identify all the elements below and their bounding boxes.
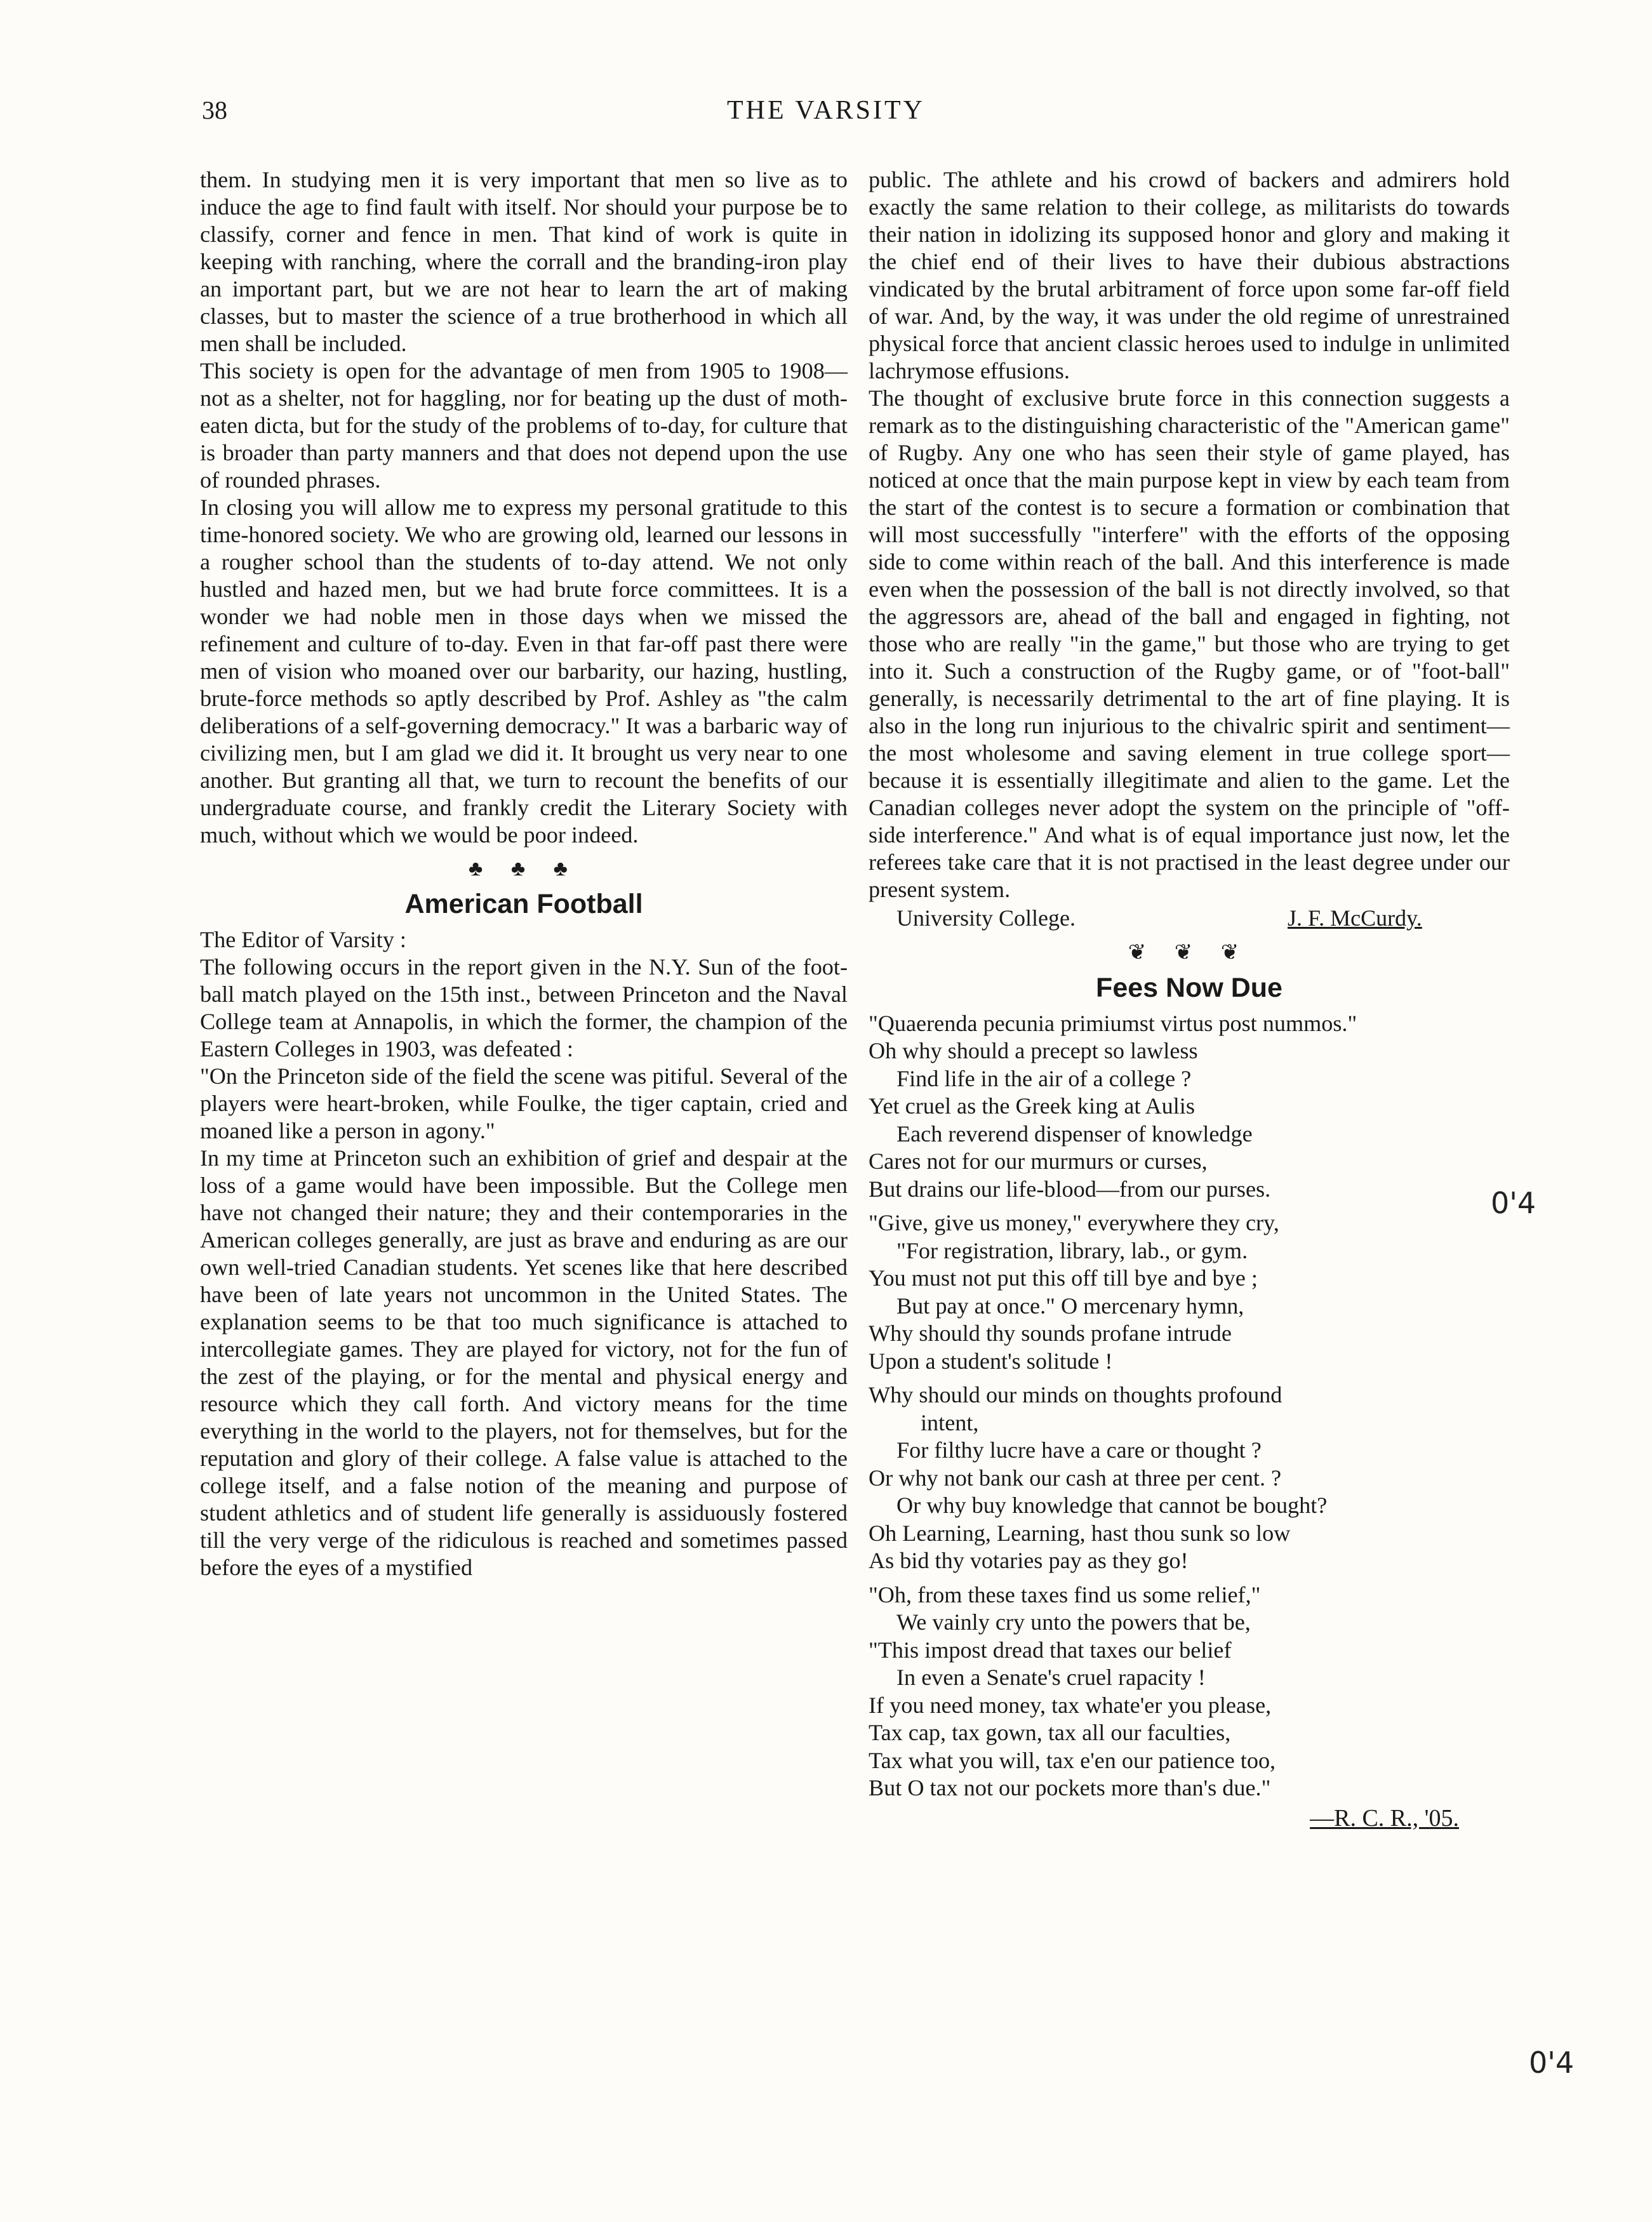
poem-line: Why should thy sounds profane intrude: [869, 1321, 1232, 1346]
paragraph: This society is open for the advantage of men from 1905 to 1908—not as a shelter, not for haggling, nor for beating up the dust of moth-eaten dicta, but for the study of the problems of to-day, for culture that is broader than party manners and that does not depend upon the use of rounded phrases.: [200, 358, 848, 493]
paragraph: public. The athlete and his crowd of backers and admirers hold exactly the same relation to their college, as militarists do towards their nation in idolizing its supposed honor and glory and making it the chief end of their lives to have their dubious abstractions vindicated by the brutal arbitrament of force upon some far-off field of war. And, by the way, it was under the old regime of unrestrained physical force that ancient classic heroes used to indulge in unlimited lachrymose effusions.: [869, 167, 1510, 383]
poem-line: Or why not bank our cash at three per cent. ?: [869, 1465, 1282, 1491]
paragraph: In closing you will allow me to express my personal gratitude to this time-honored society. We who are growing old, learned our lessons in a rougher school than the students of to-day attend. We not only hustled and hazed men, but we had brute force committees. It is a wonder we had noble men in those days when we missed the refinement and culture of to-day. Even in that far-off past there were men of vision who moaned over our barbarity, our hazing, hustling, brute-force methods so aptly described by Prof. Ashley as "the calm deliberations of a self-governing democracy." It was a barbaric way of civilizing men, but I am glad we did it. It brought us very near to one another. But granting all that, we turn to recount the benefits of our undergraduate course, and frankly credit the Literary Society with much, without which we would be poor indeed.: [200, 495, 848, 848]
right-column: [869, 166, 1510, 1834]
poem-line: Tax what you will, tax e'en our patience too,: [869, 1747, 1276, 1773]
quoted-report: "On the Princeton side of the field the scene was pitiful. Several of the players were heart-broken, while Foulke, the tiger captain, cried and moaned like a person in agony.": [200, 1063, 848, 1143]
poem-line: "For registration, library, lab., or gym.: [896, 1237, 1248, 1263]
poem-line: intent,: [921, 1409, 979, 1435]
poem-line: For filthy lucre have a care or thought ?: [896, 1437, 1262, 1463]
poem-signature-text: —R. C. R., '05.: [1310, 1804, 1459, 1832]
poem-line: "Oh, from these taxes find us some relief,": [869, 1581, 1261, 1607]
poem-line: Cares not for our murmurs or curses,: [869, 1148, 1208, 1174]
poem-line: "Give, give us money," everywhere they cry,: [869, 1210, 1279, 1235]
poem-line: Upon a student's solitude !: [869, 1348, 1113, 1374]
letter-signature: [869, 903, 1510, 933]
running-title: THE VARSITY: [727, 96, 925, 125]
signature-name: J. F. McCurdy.: [1288, 905, 1422, 931]
page-header: [0, 95, 1652, 140]
poem-line: We vainly cry unto the powers that be,: [896, 1609, 1251, 1635]
poem-heading: Fees Now Due: [1096, 973, 1282, 1003]
poem-line: Yet cruel as the Greek king at Aulis: [869, 1093, 1195, 1119]
poem-line: You must not put this off till bye and bye ;: [869, 1265, 1258, 1291]
poem-line: As bid thy votaries pay as they go!: [869, 1548, 1189, 1573]
handwritten-note: 0'4: [1491, 1186, 1536, 1220]
poem-line: But pay at once." O mercenary hymn,: [896, 1293, 1244, 1319]
poem-line: If you need money, tax whate'er you please,: [869, 1692, 1272, 1718]
poem-line: Or why buy knowledge that cannot be bought?: [896, 1493, 1328, 1518]
paragraph: them. In studying men it is very important that men so live as to induce the age to find fault with itself. Nor should your purpose be to classify, corner and fence in men. That kind of work is quite in keeping with ranching, where the corrall and the branding-iron play an important part, but we are not hear to learn the art of making classes, but to master the science of a true brotherhood in which all men shall be included.: [200, 167, 848, 356]
section-ornament: ❦ ❦ ❦: [1128, 941, 1251, 964]
poem-line: "This impost dread that taxes our belief: [869, 1637, 1232, 1663]
paragraph: In my time at Princeton such an exhibition of grief and despair at the loss of a game would have been impossible. But the College men have not changed their nature; they and their contemporaries in the American colleges generally, are just as brave and enduring as are our own well-tried Canadian students. Yet scenes like that here described have been of late years not uncommon in the United States. The explanation seems to be that too much significance is attached to intercollegiate games. They are played for victory, not for the fun of the zest of the playing, or for the mental and physical energy and resource which they call forth. And victory means for the time everything in the world to the players, not for themselves, but for the reputation and glory of their college. A false value is attached to the college itself, and a false notion of the meaning and purpose of student athletics and of student life generally is assiduously fostered till the very verge of the ridiculous is reached and sometimes passed before the eyes of a mystified: [200, 1145, 848, 1580]
poem-line: Tax cap, tax gown, tax all our faculties,: [869, 1720, 1231, 1745]
poem-line: In even a Senate's cruel rapacity !: [896, 1665, 1206, 1690]
article-heading: American Football: [404, 889, 643, 919]
poem: [869, 1037, 1510, 1802]
poem-line: Oh Learning, Learning, hast thou sunk so low: [869, 1520, 1291, 1546]
poem-epigraph: "Quaerenda pecunia primiumst virtus post nummos.": [869, 1011, 1357, 1036]
salutation: The Editor of Varsity :: [200, 927, 406, 952]
poem-line: Oh why should a precept so lawless: [869, 1038, 1198, 1063]
poem-line: Why should our minds on thoughts profound: [869, 1382, 1282, 1407]
poem-line: Find life in the air of a college ?: [896, 1065, 1192, 1091]
poem-signature: [869, 1802, 1510, 1834]
handwritten-note: 0'4: [1529, 2046, 1575, 2080]
poem-line: But drains our life-blood—from our purses.: [869, 1176, 1271, 1202]
page-number: 38: [202, 96, 227, 124]
paragraph: The thought of exclusive brute force in this connection suggests a remark as to the distinguishing characteristic of the "American game" of Rugby. Any one who has seen their style of game played, has noticed at once that the main purpose kept in view by each team from the start of the contest is to secure a formation or combination that will most successfully "interfere" with the efforts of the opposing side to come within reach of the ball. And this interference is made even when the possession of the ball is not directly involved, so that the aggressors are, ahead of the ball and engaged in fighting, not those who are really "in the game," but those who are trying to get into it. Such a construction of the Rugby game, or of "foot-ball" generally, is necessarily detrimental to the art of fine playing. It is also in the long run injurious to the chivalric spirit and sentiment—the most wholesome and saving element in true college sport—because it is essentially illegitimate and alien to the game. Let the Canadian colleges never adopt the system on the principle of "off-side interference." And what is of equal importance just now, let the referees take care that it is not practised in the least degree under our present system.: [869, 385, 1510, 902]
paragraph: The following occurs in the report given in the N.Y. Sun of the foot-ball match played on the 15th inst., between Princeton and the Naval College team at Annapolis, in which the former, the champion of the Eastern Colleges in 1903, was defeated :: [200, 954, 848, 1061]
poem-line: But O tax not our pockets more than's due.": [869, 1775, 1271, 1800]
left-column: [200, 166, 848, 1581]
signature-place: University College.: [896, 905, 1076, 931]
poem-line: Each reverend dispenser of knowledge: [896, 1121, 1253, 1147]
section-ornament: ♣ ♣ ♣: [469, 857, 579, 881]
